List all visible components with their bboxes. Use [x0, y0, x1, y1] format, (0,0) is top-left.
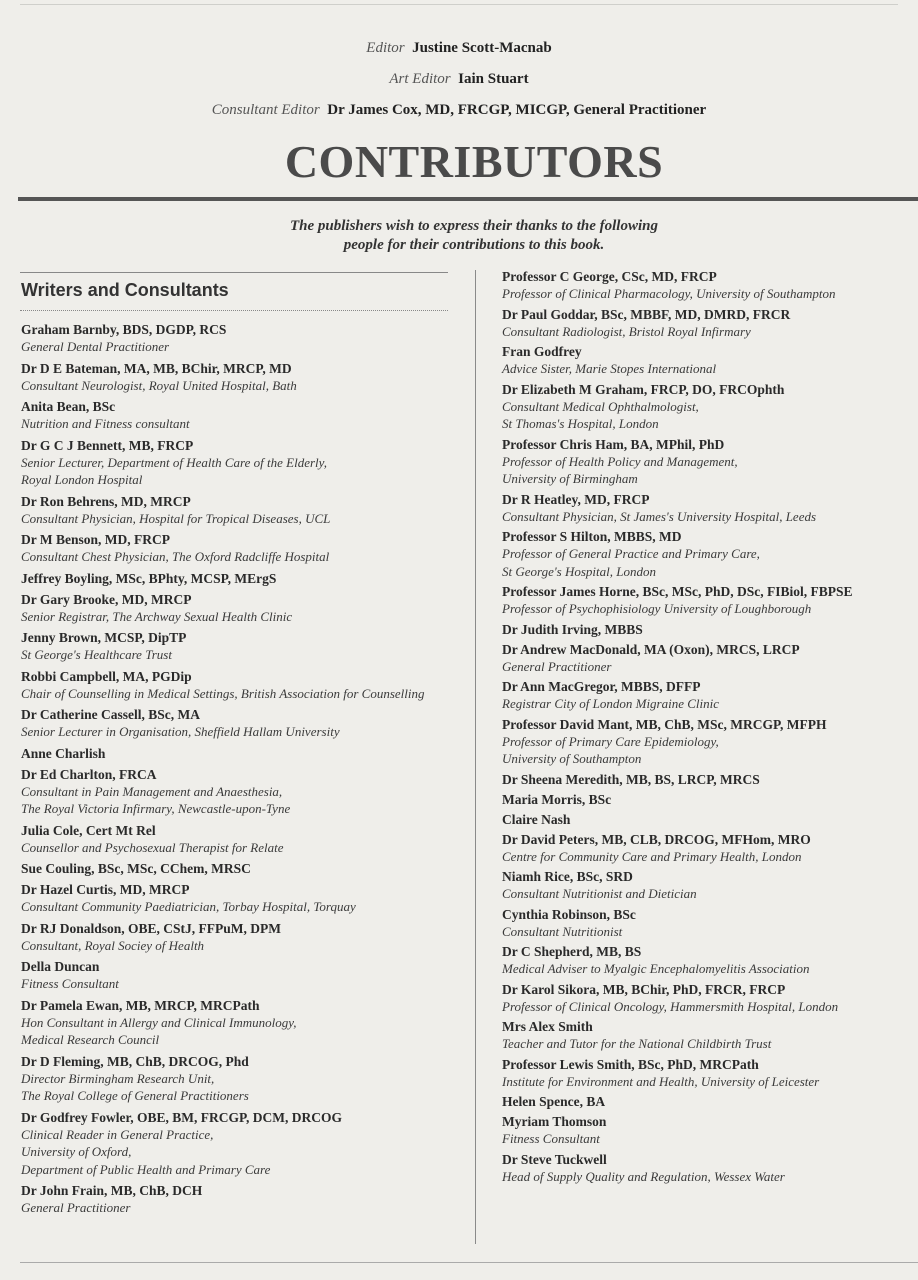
contributor-entry	[21, 531, 466, 566]
contributor-entry	[21, 493, 466, 528]
column-separator	[475, 270, 476, 1244]
contributor-name: Fran Godfrey	[502, 344, 582, 359]
contributor-role: Consultant Physician, St James's University Hospital, Leeds	[502, 508, 817, 524]
contributor-role: Consultant Medical Ophthalmologist,	[502, 398, 699, 414]
contributor-entry	[502, 1093, 914, 1110]
contributor-role: Consultant Radiologist, Bristol Royal Infirmary	[502, 323, 751, 339]
contributor-role: Department of Public Health and Primary Care	[21, 1161, 271, 1177]
contributor-role: Professor of Primary Care Epidemiology,	[502, 733, 719, 749]
contributor-entry	[502, 868, 914, 903]
contributor-entry	[21, 745, 466, 762]
contributor-entry	[502, 583, 914, 618]
section-rule	[20, 272, 448, 273]
contributor-entry	[502, 436, 914, 488]
contributor-role: Counsellor and Psychosexual Therapist for Relate	[21, 839, 284, 855]
contributor-entry	[21, 822, 466, 857]
contributor-name: Dr Ed Charlton, FRCA	[21, 766, 157, 782]
contributor-entry	[502, 771, 914, 788]
contributor-entry	[502, 981, 914, 1016]
contributor-entry	[502, 791, 914, 808]
contributor-name: Jenny Brown, MCSP, DipTP	[21, 630, 187, 645]
contributor-name: Graham Barnby, BDS, DGDP, RCS	[21, 322, 227, 337]
contributor-name: Dr Hazel Curtis, MD, MRCP	[21, 882, 190, 897]
contributor-name: Helen Spence, BA	[502, 1094, 606, 1109]
page-title: CONTRIBUTORS	[284, 136, 664, 187]
contributor-role: Head of Supply Quality and Regulation, Wessex Water	[502, 1168, 785, 1184]
contributor-name: Professor James Horne, BSc, MSc, PhD, DSc, FIBiol, FBPSE	[502, 584, 853, 599]
contributor-name: Dr RJ Donaldson, OBE, CStJ, FFPuM, DPM	[21, 920, 282, 936]
contributor-name: Dr Pamela Ewan, MB, MRCP, MRCPath	[21, 997, 260, 1013]
editor-credits	[0, 33, 918, 126]
contributor-role: St George's Hospital, London	[502, 563, 656, 579]
contributor-role: Consultant, Royal Sociey of Health	[21, 937, 205, 953]
contributor-name: Dr Elizabeth M Graham, FRCP, DO, FRCOphth	[502, 381, 785, 397]
contributor-entry	[21, 881, 466, 916]
contributor-role: Nutrition and Fitness consultant	[21, 416, 190, 431]
contributor-entry	[502, 678, 914, 713]
contributor-entry	[21, 668, 466, 703]
contributor-role: Senior Lecturer in Organisation, Sheffield Hallam University	[21, 724, 340, 739]
contributor-entry	[21, 860, 466, 877]
contributor-name: Dr Ann MacGregor, MBBS, DFFP	[502, 679, 701, 694]
credit-name: Justine Scott-Macnab	[412, 40, 552, 56]
contributor-name: Dr Steve Tuckwell	[502, 1151, 607, 1167]
contributor-role: Consultant Nutritionist	[502, 923, 623, 939]
contributor-role: Senior Registrar, The Archway Sexual Health Clinic	[21, 608, 293, 624]
contributor-name: Mrs Alex Smith	[502, 1019, 593, 1034]
contributor-name: Dr Catherine Cassell, BSc, MA	[21, 707, 200, 722]
contributor-entry	[21, 1182, 466, 1217]
contributor-role: Centre for Community Care and Primary Health, London	[502, 848, 802, 864]
contributor-role: General Dental Practitioner	[21, 339, 170, 354]
contributor-entry	[502, 906, 914, 941]
contributor-role: Consultant Physician, Hospital for Tropical Diseases, UCL	[21, 510, 331, 526]
contributor-entry	[502, 1018, 914, 1053]
credit-name: Iain Stuart	[458, 71, 529, 87]
contributor-name: Dr D E Bateman, MA, MB, BChir, MRCP, MD	[21, 360, 292, 376]
contributor-entry	[502, 641, 914, 676]
contributor-entry	[502, 1056, 914, 1091]
contributor-entry	[502, 621, 914, 638]
contributor-role: Consultant Neurologist, Royal United Hospital, Bath	[21, 377, 297, 393]
contributor-role: St Thomas's Hospital, London	[502, 416, 659, 431]
contributor-name: Niamh Rice, BSc, SRD	[502, 869, 633, 884]
contributor-role: Consultant in Pain Management and Anaesthesia,	[21, 783, 283, 799]
contributor-name: Claire Nash	[502, 811, 571, 827]
intro-text	[0, 217, 918, 255]
contributor-role: Clinical Reader in General Practice,	[21, 1126, 214, 1142]
contributor-name: Dr M Benson, MD, FRCP	[21, 532, 170, 547]
contributor-name: Jeffrey Boyling, MSc, BPhty, MCSP, MErgS	[21, 570, 277, 586]
contributor-name: Dr C Shepherd, MB, BS	[502, 944, 642, 959]
contributor-name: Anita Bean, BSc	[21, 399, 116, 414]
contributor-role: University of Birmingham	[502, 471, 638, 486]
contributor-name: Cynthia Robinson, BSc	[502, 906, 636, 922]
contributor-role: Hon Consultant in Allergy and Clinical Immunology,	[21, 1014, 297, 1030]
contributor-name: Professor David Mant, MB, ChB, MSc, MRCGP, MFPH	[502, 716, 827, 732]
contributor-entry	[21, 629, 466, 664]
contributor-name: Professor C George, CSc, MD, FRCP	[502, 269, 717, 284]
contributor-role: Medical Adviser to Myalgic Encephalomyelitis Association	[502, 961, 810, 976]
credit-name: Dr James Cox, MD, FRCGP, MICGP, General Practitioner	[327, 102, 707, 118]
section-dotted-rule	[20, 310, 448, 311]
contributor-entry	[21, 997, 466, 1049]
contributor-entry	[502, 306, 914, 341]
credit-consultant-editor	[0, 95, 918, 126]
contributor-name: Myriam Thomson	[502, 1114, 607, 1129]
credit-role: Consultant Editor	[211, 102, 320, 118]
contributor-entry	[502, 528, 914, 580]
contributor-name: Dr John Frain, MB, ChB, DCH	[21, 1183, 203, 1198]
contributor-role: Professor of Clinical Pharmacology, University of Southampton	[502, 286, 836, 301]
contributor-entry	[21, 398, 466, 433]
top-border	[20, 4, 898, 5]
contributor-name: Sue Couling, BSc, MSc, CChem, MRSC	[21, 861, 251, 876]
contributor-role: Professor of Psychophisiology University of Loughborough	[502, 601, 812, 616]
contributor-entry	[21, 1053, 466, 1105]
section-heading: Writers and Consultants	[21, 280, 229, 300]
contributor-role: Royal London Hospital	[21, 472, 143, 487]
contributor-name: Professor S Hilton, MBBS, MD	[502, 529, 682, 544]
contributor-entry	[502, 1151, 914, 1186]
contributor-role: Registrar City of London Migraine Clinic	[502, 696, 720, 711]
contributor-entry	[21, 766, 466, 818]
contributor-role: University of Oxford,	[21, 1144, 132, 1159]
contributor-entry	[502, 343, 914, 378]
contributor-role: Professor of Clinical Oncology, Hammersmith Hospital, London	[502, 998, 839, 1014]
contributor-entry	[21, 920, 466, 955]
contributor-role: Consultant Chest Physician, The Oxford Radcliffe Hospital	[21, 549, 330, 564]
credit-art-editor	[0, 64, 918, 95]
contributor-entry	[502, 831, 914, 866]
contributor-entry	[21, 321, 466, 356]
contributor-name: Dr Andrew MacDonald, MA (Oxon), MRCS, LRCP	[502, 641, 800, 657]
contributor-role: Professor of General Practice and Primary Care,	[502, 546, 760, 561]
contributor-role: Medical Research Council	[21, 1032, 160, 1047]
contributor-role: Director Birmingham Research Unit,	[21, 1070, 215, 1086]
contributor-role: The Royal College of General Practitioners	[21, 1088, 249, 1103]
contributor-entry	[502, 381, 914, 433]
contributor-entry	[502, 811, 914, 828]
intro-line-2: people for their contributions to this book.	[343, 237, 605, 253]
contributor-role: Fitness Consultant	[21, 976, 119, 991]
contributor-entry	[502, 943, 914, 978]
contributor-name: Dr Karol Sikora, MB, BChir, PhD, FRCR, FRCP	[502, 981, 786, 997]
contributor-name: Dr G C J Bennett, MB, FRCP	[21, 437, 194, 453]
contributor-name: Robbi Campbell, MA, PGDip	[21, 668, 192, 684]
contributor-role: General Practitioner	[502, 658, 612, 674]
contributor-role: Institute for Environment and Health, University of Leicester	[502, 1073, 820, 1089]
contributor-name: Dr Ron Behrens, MD, MRCP	[21, 493, 191, 509]
contributor-entry	[21, 591, 466, 626]
contributor-name: Dr R Heatley, MD, FRCP	[502, 491, 650, 507]
contributor-name: Dr D Fleming, MB, ChB, DRCOG, Phd	[21, 1053, 249, 1069]
contributor-name: Dr Godfrey Fowler, OBE, BM, FRCGP, DCM, DRCOG	[21, 1109, 342, 1125]
contributor-name: Professor Chris Ham, BA, MPhil, PhD	[502, 436, 725, 452]
credit-role: Art Editor	[389, 71, 451, 87]
contributor-role: Teacher and Tutor for the National Childbirth Trust	[502, 1036, 772, 1051]
contributor-role: Consultant Nutritionist and Dietician	[502, 886, 697, 901]
contributors-right-column	[502, 268, 914, 1188]
intro-line-1: The publishers wish to express their thanks to the following	[290, 218, 658, 234]
contributor-role: Senior Lecturer, Department of Health Care of the Elderly,	[21, 454, 327, 470]
contributor-name: Della Duncan	[21, 959, 100, 974]
contributor-role: Fitness Consultant	[502, 1131, 600, 1146]
contributor-role: Professor of Health Policy and Management,	[502, 453, 738, 469]
contributor-role: St George's Healthcare Trust	[21, 647, 172, 662]
contributor-entry	[21, 437, 466, 489]
contributor-role: University of Southampton	[502, 751, 642, 766]
credit-editor	[0, 33, 918, 64]
contributor-entry	[502, 268, 914, 303]
contributor-name: Professor Lewis Smith, BSc, PhD, MRCPath	[502, 1056, 759, 1072]
contributor-name: Dr Paul Goddar, BSc, MBBF, MD, DMRD, FRCR	[502, 306, 791, 322]
contributor-role: General Practitioner	[21, 1200, 131, 1215]
contributor-role: Advice Sister, Marie Stopes International	[502, 361, 717, 376]
contributor-role: Chair of Counselling in Medical Settings, British Association for Counselling	[21, 685, 425, 701]
contributor-entry	[502, 491, 914, 526]
contributor-name: Anne Charlish	[21, 745, 106, 761]
contributors-left-column	[21, 321, 466, 1221]
contributor-entry	[21, 706, 466, 741]
contributor-role: The Royal Victoria Infirmary, Newcastle-upon-Tyne	[21, 801, 291, 816]
contributor-name: Maria Morris, BSc	[502, 791, 612, 807]
title-rule	[18, 197, 918, 201]
contributor-entry	[21, 1109, 466, 1179]
credit-role: Editor	[366, 40, 405, 56]
bottom-rule	[20, 1262, 918, 1263]
contributor-entry	[502, 716, 914, 768]
contributor-entry	[21, 360, 466, 395]
contributor-name: Dr Judith Irving, MBBS	[502, 621, 643, 637]
contributor-entry	[21, 570, 466, 587]
contributor-name: Dr Sheena Meredith, MB, BS, LRCP, MRCS	[502, 771, 760, 787]
contributor-name: Dr Gary Brooke, MD, MRCP	[21, 591, 192, 607]
contributor-entry	[21, 958, 466, 993]
contributor-role: Consultant Community Paediatrician, Torbay Hospital, Torquay	[21, 899, 356, 914]
contributor-name: Dr David Peters, MB, CLB, DRCOG, MFHom, MRO	[502, 831, 811, 847]
contributor-name: Julia Cole, Cert Mt Rel	[21, 822, 156, 838]
contributor-entry	[502, 1113, 914, 1148]
